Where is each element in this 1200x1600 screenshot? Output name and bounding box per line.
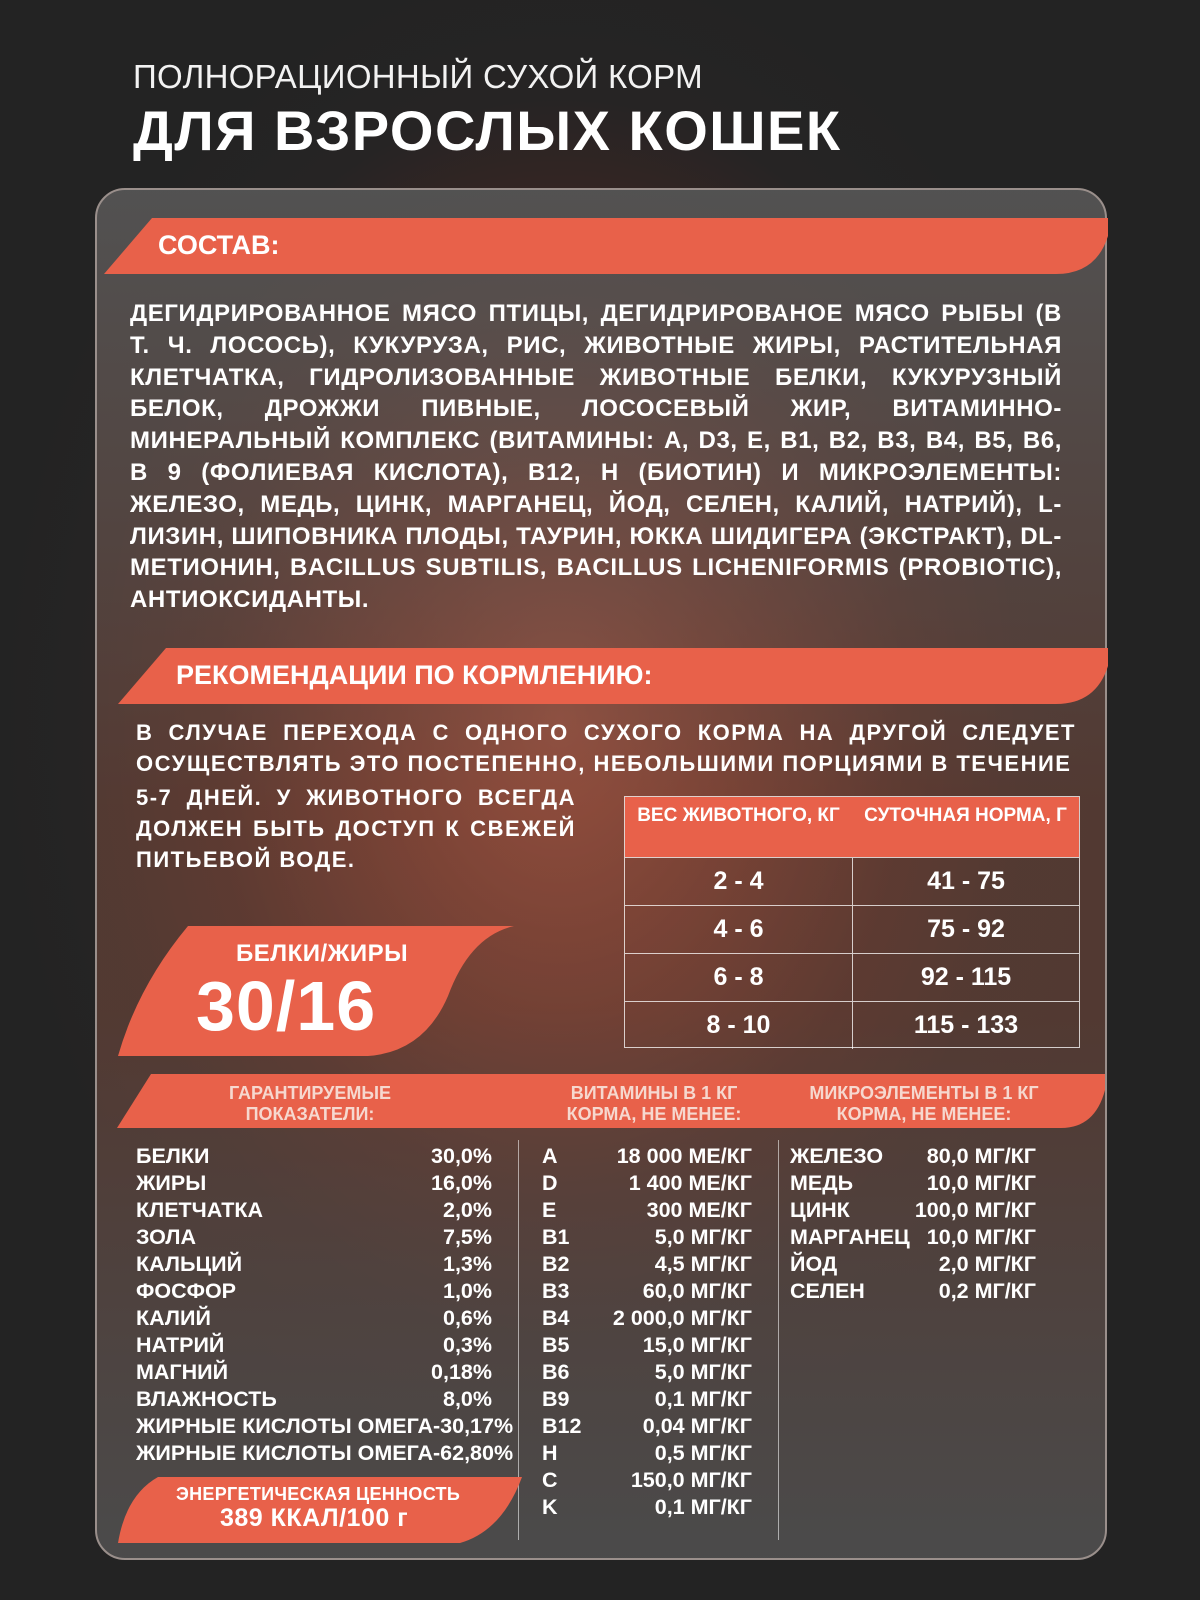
item-name: МАРГАНЕЦ <box>790 1225 910 1249</box>
energy-value: 389 <box>220 1504 264 1532</box>
list-item <box>542 1143 752 1170</box>
norm-cell: 41 - 75 <box>852 858 1079 905</box>
weight-cell: 8 - 10 <box>706 1011 771 1039</box>
feeding-text-narrow: 5-7 ДНЕЙ. У ЖИВОТНОГО ВСЕГДА ДОЛЖЕН БЫТЬ ДОСТУП К СВЕЖЕЙ ПИТЬЕВОЙ ВОДЕ. <box>136 785 576 872</box>
item-name: ЖИРНЫЕ КИСЛОТЫ ОМЕГА-6 <box>136 1441 453 1465</box>
item-name: B2 <box>542 1252 570 1276</box>
list-item <box>136 1440 514 1467</box>
item-value: 0,6% <box>442 1306 492 1330</box>
item-name: ЦИНК <box>790 1198 850 1222</box>
item-name: ВЛАЖНОСТЬ <box>136 1387 277 1411</box>
item-value: 18 000 МЕ/КГ <box>616 1144 752 1168</box>
item-value: 0,3% <box>442 1333 492 1357</box>
vitamins-list <box>542 1143 752 1521</box>
list-item <box>542 1359 752 1386</box>
item-name: ЗОЛА <box>136 1225 196 1249</box>
item-name: C <box>542 1468 558 1492</box>
feeding-title: РЕКОМЕНДАЦИИ ПО КОРМЛЕНИЮ: <box>176 660 653 690</box>
table-row <box>625 905 1079 953</box>
header-norm: СУТОЧНАЯ НОРМА, Г <box>864 805 1067 826</box>
composition-text: ДЕГИДРИРОВАННОЕ МЯСО ПТИЦЫ, ДЕГИДРИРОВАНОЕ МЯСО РЫБЫ (В Т. Ч. ЛОСОСЬ), КУКУРУЗА, РИС, ЖИВОТНЫЕ ЖИРЫ, РАСТИТЕЛЬНАЯ КЛЕТЧАТКА, ГИДРОЛИЗОВАННЫЕ ЖИВОТНЫЕ БЕЛКИ, КУКУРУЗНЫЙ БЕЛОК, ДРОЖЖИ ПИВНЫЕ, ЛОСОСЕВЫЙ ЖИР, ВИТАМИННО-МИНЕРАЛЬНЫЙ КОМПЛЕКС (ВИТАМИНЫ: А, D3, Е, В1, В2, В3, В4, В5, В6, В 9 (ФОЛИЕВАЯ КИСЛОТА), В12, Н (БИОТИН) И МИКРОЭЛЕМЕНТЫ: ЖЕЛЕЗО, МЕДЬ, ЦИНК, МАРГАНЕЦ, ЙОД, СЕЛЕН, КАЛИЙ, НАТРИЙ), L-ЛИЗИН, ШИПОВНИКА ПЛОДЫ, ТАУРИН, ЮККА ШИДИГЕРА (ЭКСТРАКТ), DL-МЕТИОНИН, BACILLUS SUBTILIS, BACILLUS LICHENIFORMIS (PROBIOTIC), АНТИОКСИДАНТЫ. <box>130 300 1062 614</box>
list-item <box>790 1251 1036 1278</box>
item-value: 0,17% <box>452 1414 514 1438</box>
list-item <box>542 1278 752 1305</box>
list-item <box>136 1197 492 1224</box>
guaranteed-list <box>136 1143 514 1467</box>
item-name: СЕЛЕН <box>790 1279 865 1303</box>
item-value: 80,0 МГ/КГ <box>926 1144 1036 1168</box>
item-name: K <box>542 1495 558 1519</box>
item-name: E <box>542 1198 557 1222</box>
item-name: B5 <box>542 1333 570 1357</box>
table-row <box>625 857 1079 905</box>
item-value: 150,0 МГ/КГ <box>630 1468 752 1492</box>
list-item <box>136 1170 492 1197</box>
item-value: 2,0% <box>442 1198 492 1222</box>
item-value: 2,0 МГ/КГ <box>938 1252 1036 1276</box>
composition-title: СОСТАВ: <box>158 230 280 260</box>
list-item <box>136 1305 492 1332</box>
list-item <box>136 1278 492 1305</box>
item-name: A <box>542 1144 558 1168</box>
feeding-table <box>624 796 1080 1048</box>
header-weight: ВЕС ЖИВОТНОГО, КГ <box>637 805 840 826</box>
item-value: 10,0 МГ/КГ <box>926 1225 1036 1249</box>
list-item <box>542 1440 752 1467</box>
list-item <box>542 1467 752 1494</box>
list-item <box>542 1494 752 1521</box>
header <box>133 58 842 163</box>
minerals-list <box>790 1143 1036 1305</box>
list-item <box>136 1143 492 1170</box>
item-name: ЖИРЫ <box>136 1171 207 1195</box>
list-item <box>136 1359 492 1386</box>
item-value: 2 000,0 МГ/КГ <box>612 1306 752 1330</box>
feeding-text-wide: В СЛУЧАЕ ПЕРЕХОДА С ОДНОГО СУХОГО КОРМА НА ДРУГОЙ СЛЕДУЕТ ОСУЩЕСТВЛЯТЬ ЭТО ПОСТЕПЕННО, НЕБОЛЬШИМИ ПОРЦИЯМИ В ТЕЧЕНИЕ <box>136 720 1076 776</box>
item-name: B3 <box>542 1279 570 1303</box>
list-item <box>790 1224 1036 1251</box>
item-value: 7,5% <box>442 1225 492 1249</box>
list-item <box>136 1251 492 1278</box>
feeding-ribbon <box>118 648 1108 704</box>
item-value: 10,0 МГ/КГ <box>926 1171 1036 1195</box>
item-value: 0,04 МГ/КГ <box>642 1414 752 1438</box>
vitamins-title: ВИТАМИНЫ В 1 КГ КОРМА, НЕ МЕНЕЕ: <box>566 1083 742 1124</box>
item-name: B6 <box>542 1360 570 1384</box>
item-name: МАГНИЙ <box>136 1360 229 1384</box>
item-value: 30,0% <box>431 1144 492 1168</box>
weight-cell: 6 - 8 <box>713 963 764 991</box>
table-row <box>625 1001 1079 1049</box>
norm-cell: 92 - 115 <box>852 954 1079 1001</box>
list-item <box>136 1413 514 1440</box>
list-item <box>542 1332 752 1359</box>
item-value: 0,1 МГ/КГ <box>654 1387 752 1411</box>
item-value: 0,5 МГ/КГ <box>654 1441 752 1465</box>
list-item <box>542 1170 752 1197</box>
item-value: 1,0% <box>442 1279 492 1303</box>
list-item <box>136 1224 492 1251</box>
list-item <box>790 1143 1036 1170</box>
item-name: БЕЛКИ <box>136 1144 210 1168</box>
minerals-title: МИКРОЭЛЕМЕНТЫ В 1 КГ КОРМА, НЕ МЕНЕЕ: <box>809 1083 1039 1124</box>
item-name: B9 <box>542 1387 570 1411</box>
energy-label: ЭНЕРГЕТИЧЕСКАЯ ЦЕННОСТЬ <box>176 1484 461 1504</box>
table-row <box>625 953 1079 1001</box>
item-value: 2,80% <box>452 1441 514 1465</box>
item-value: 16,0% <box>431 1171 492 1195</box>
item-value: 1,3% <box>442 1252 492 1276</box>
item-value: 300 МЕ/КГ <box>646 1198 752 1222</box>
item-name: B12 <box>542 1414 582 1438</box>
item-name: D <box>542 1171 558 1195</box>
item-name: ЙОД <box>790 1252 838 1276</box>
list-item <box>136 1386 492 1413</box>
list-item <box>542 1413 752 1440</box>
energy-value-line <box>220 1504 408 1533</box>
item-name: ФОСФОР <box>136 1279 237 1303</box>
composition-ribbon <box>104 218 1108 274</box>
item-name: B1 <box>542 1225 570 1249</box>
list-item <box>790 1197 1036 1224</box>
item-value: 1 400 МЕ/КГ <box>628 1171 752 1195</box>
item-value: 5,0 МГ/КГ <box>654 1360 752 1384</box>
header-title: ДЛЯ ВЗРОСЛЫХ КОШЕК <box>133 99 842 162</box>
list-item <box>136 1332 492 1359</box>
list-item <box>790 1278 1036 1305</box>
item-name: КАЛИЙ <box>136 1306 211 1330</box>
item-name: B4 <box>542 1306 570 1330</box>
item-name: КЛЕТЧАТКА <box>136 1198 264 1222</box>
item-value: 0,2 МГ/КГ <box>938 1279 1036 1303</box>
protein-fat-label: БЕЛКИ/ЖИРЫ <box>236 940 409 967</box>
guaranteed-title: ГАРАНТИРУЕМЫЕ ПОКАЗАТЕЛИ: <box>228 1083 392 1124</box>
item-value: 100,0 МГ/КГ <box>914 1198 1036 1222</box>
item-value: 0,1 МГ/КГ <box>654 1495 752 1519</box>
list-item <box>542 1251 752 1278</box>
list-item <box>542 1305 752 1332</box>
weight-cell: 4 - 6 <box>713 915 764 943</box>
feeding-table-header <box>625 797 1079 857</box>
list-item <box>542 1224 752 1251</box>
header-subtitle: ПОЛНОРАЦИОННЫЙ СУХОЙ КОРМ <box>133 58 703 95</box>
list-item <box>542 1386 752 1413</box>
item-value: 5,0 МГ/КГ <box>654 1225 752 1249</box>
item-name: H <box>542 1441 558 1465</box>
column-divider <box>778 1140 779 1540</box>
item-value: 4,5 МГ/КГ <box>654 1252 752 1276</box>
norm-cell: 115 - 133 <box>852 1002 1079 1049</box>
item-name: ЖЕЛЕЗО <box>790 1144 884 1168</box>
item-value: 15,0 МГ/КГ <box>642 1333 752 1357</box>
item-name: ЖИРНЫЕ КИСЛОТЫ ОМЕГА-3 <box>136 1414 453 1438</box>
energy-unit: ККАЛ/100 г <box>270 1504 409 1532</box>
item-name: КАЛЬЦИЙ <box>136 1252 243 1276</box>
list-item <box>790 1170 1036 1197</box>
item-name: МЕДЬ <box>790 1171 854 1195</box>
item-value: 0,18% <box>431 1360 492 1384</box>
list-item <box>542 1197 752 1224</box>
protein-fat-value: 30/16 <box>196 967 377 1045</box>
item-value: 60,0 МГ/КГ <box>642 1279 752 1303</box>
item-name: НАТРИЙ <box>136 1333 225 1357</box>
norm-cell: 75 - 92 <box>852 906 1079 953</box>
weight-cell: 2 - 4 <box>713 867 764 895</box>
item-value: 8,0% <box>442 1387 492 1411</box>
